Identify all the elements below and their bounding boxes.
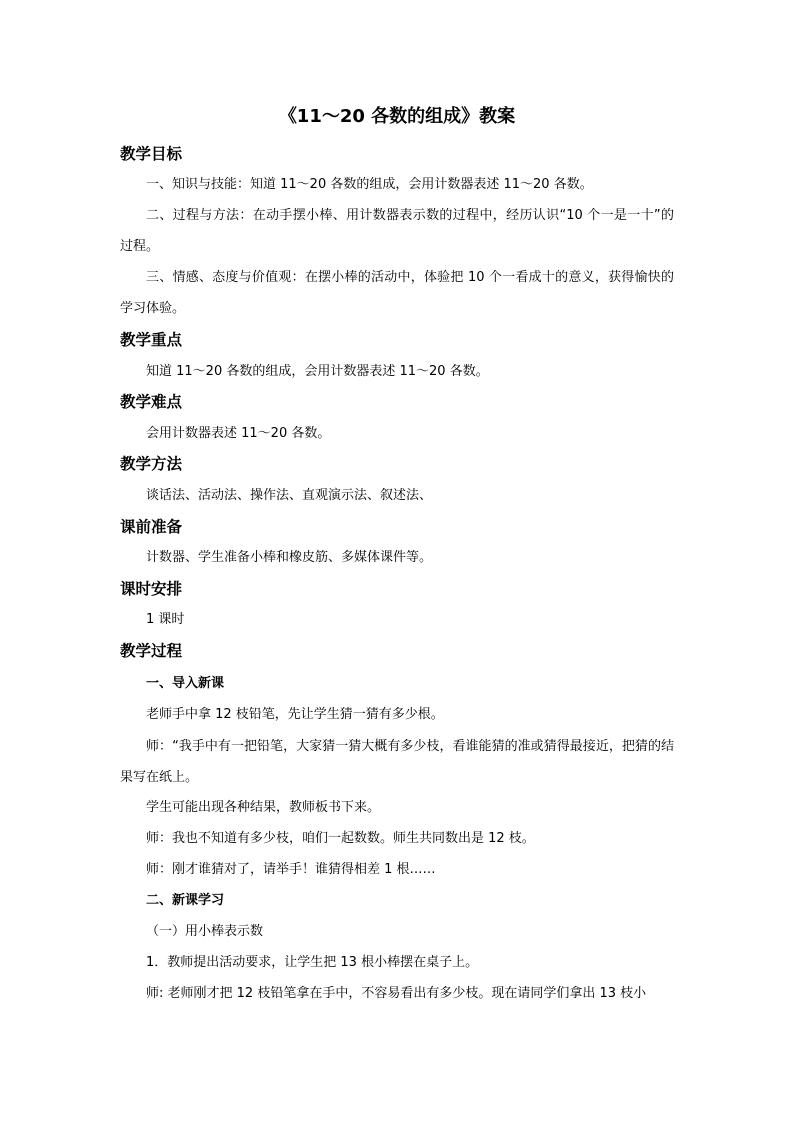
goal-emotion-paragraph: 三、情感、态度与价值观：在摆小棒的活动中，体验把 10 个一看成十的意义，获得愉快的学习体验。: [120, 270, 674, 316]
section-heading-difficulties: 教学难点: [120, 393, 183, 411]
methods-text: 谈话法、活动法、操作法、直观演示法、叙述法、: [146, 488, 433, 503]
process-part1-line3: 学生可能出现各种结果，教师板书下来。: [146, 800, 381, 815]
section-heading-goals: 教学目标: [120, 145, 183, 163]
preparation-text: 计数器、学生准备小棒和橡皮筋、多媒体课件等。: [146, 550, 433, 565]
goal-knowledge-paragraph: 一、知识与技能：知道 11～20 各数的组成，会用计数器表述 11～20 各数。: [146, 177, 593, 192]
section-heading-preparation: 课前准备: [120, 518, 183, 536]
section-heading-process: 教学过程: [120, 642, 183, 660]
section-heading-methods: 教学方法: [120, 455, 183, 473]
process-part1-line4: 师：我也不知道有多少枝，咱们一起数数。师生共同数出是 12 枝。: [146, 831, 535, 846]
document-title: 《11～20 各数的组成》教案: [278, 106, 516, 127]
process-part1-line5: 师：刚才谁猜对了，请举手！谁猜得相差 1 根……: [146, 862, 436, 877]
process-part2-heading: 二、新课学习: [146, 893, 225, 908]
process-part2-subheading: （一）用小棒表示数: [146, 924, 264, 939]
process-part2-line2: 师: 老师刚才把 12 枝铅笔拿在手中，不容易看出有多少枝。现在请同学们拿出 13 枝小: [146, 986, 647, 1001]
difficulties-text: 会用计数器表述 11～20 各数。: [146, 426, 331, 441]
key-points-text: 知道 11～20 各数的组成，会用计数器表述 11～20 各数。: [146, 364, 489, 379]
process-part1-line1: 老师手中拿 12 枝铅笔，先让学生猜一猜有多少根。: [146, 707, 444, 722]
section-heading-schedule: 课时安排: [120, 580, 183, 598]
section-heading-key-points: 教学重点: [120, 331, 183, 349]
process-part1-heading: 一、导入新课: [146, 676, 225, 691]
process-part1-paragraph2: 师：“我手中有一把铅笔，大家猜一猜大概有多少枝，看谁能猜的准或猜得最接近，把猜的结果写在纸上。: [120, 739, 674, 785]
goal-process-paragraph: 二、过程与方法：在动手摆小棒、用计数器表示数的过程中，经历认识“10 个一是一十”的过程。: [120, 208, 674, 254]
process-part2-line1: 1．教师提出活动要求，让学生把 13 根小棒摆在桌子上。: [146, 955, 479, 970]
schedule-text: 1 课时: [146, 612, 185, 627]
